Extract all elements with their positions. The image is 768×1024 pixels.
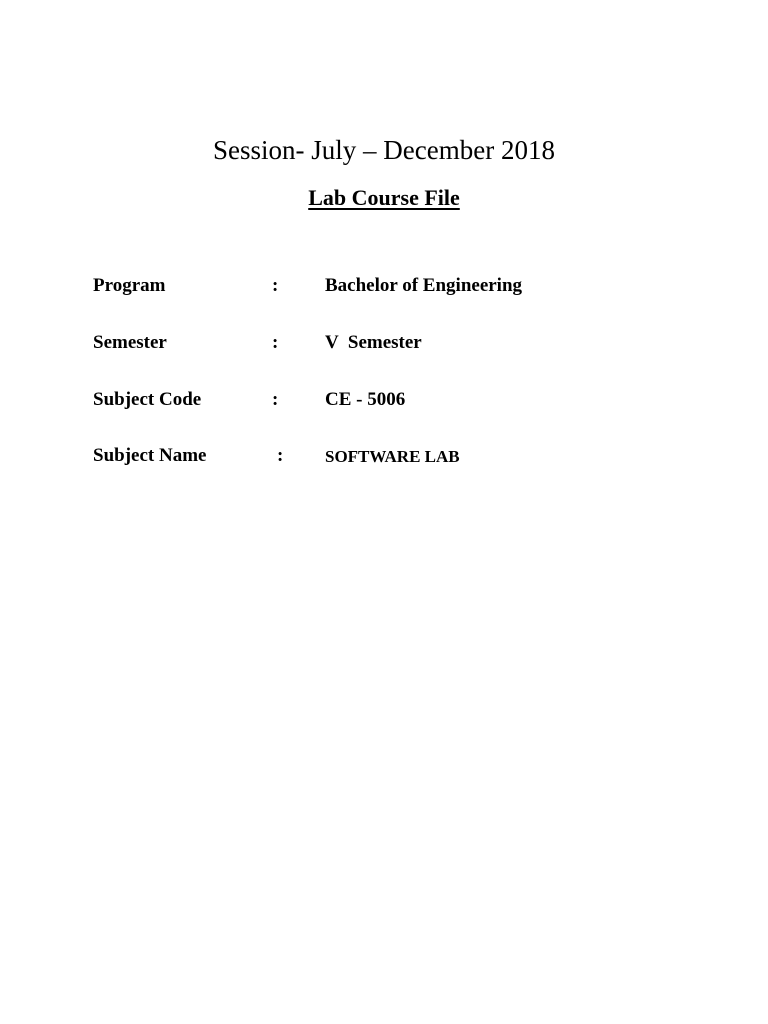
program-label: Program — [93, 275, 166, 296]
program-row — [0, 273, 768, 299]
semester-row — [0, 330, 768, 356]
document-title — [0, 184, 768, 212]
subject-name-value: SOFTWARE LAB — [325, 447, 460, 466]
subject-name-row — [0, 443, 768, 469]
subject-name-separator: : — [277, 445, 284, 466]
subject-code-row — [0, 387, 768, 413]
session-heading: Session- July – December 2018 — [213, 135, 555, 165]
subject-code-value: CE - 5006 — [325, 389, 406, 410]
subject-name-label: Subject Name — [93, 445, 207, 466]
subject-code-separator: : — [272, 389, 279, 410]
subject-code-label: Subject Code — [93, 389, 202, 410]
semester-label: Semester — [93, 332, 167, 353]
document-title-text: Lab Course File — [308, 185, 460, 210]
program-value: Bachelor of Engineering — [325, 275, 523, 296]
semester-separator: : — [272, 332, 279, 353]
program-separator: : — [272, 275, 279, 296]
semester-value: V Semester — [325, 332, 422, 353]
